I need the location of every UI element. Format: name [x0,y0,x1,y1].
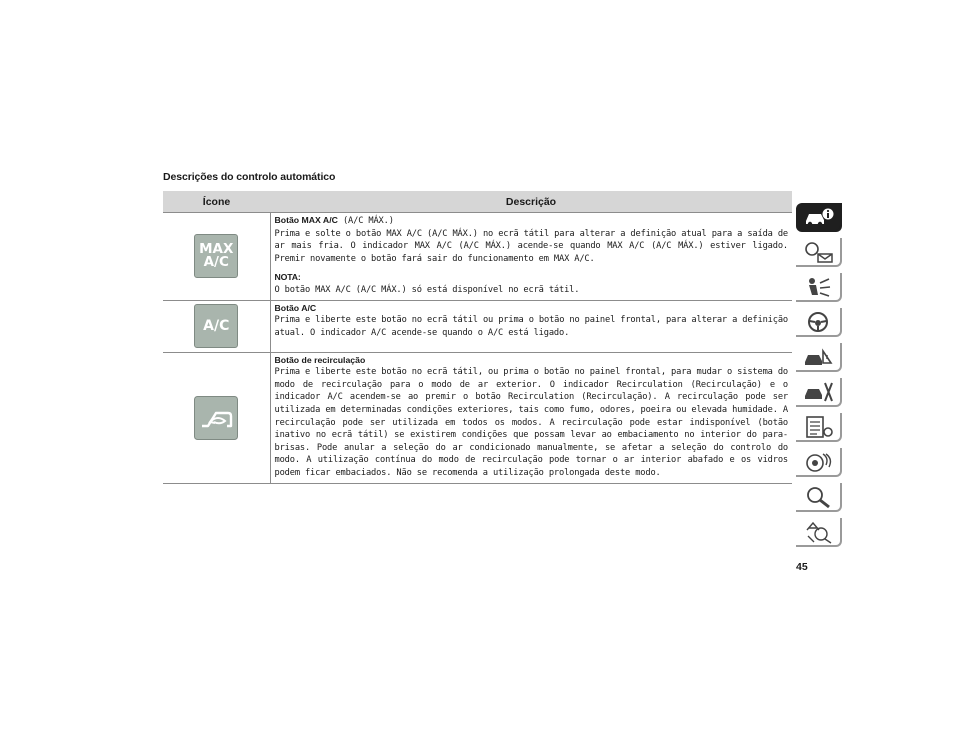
tab-customer-assistance[interactable] [796,483,842,512]
max-ac-icon-line-1: MAX [199,241,234,258]
control-descriptions-table [163,191,792,484]
icon-column-header: Ícone [163,191,270,213]
table-row [163,300,792,352]
icon-cell [163,352,270,483]
max-ac-icon-line-2: A/C [203,254,229,271]
car-info-icon [803,205,835,229]
steering-wheel-icon [803,310,835,334]
checklist-icon [803,415,835,439]
ac-button-icon: A/C [194,304,238,348]
note-label: NOTA: [274,272,301,283]
car-service-tools-icon [803,380,835,404]
control-name-suffix: (A/C MÁX.) [337,216,394,226]
control-description: Prima e liberte este botão no ecrã tátil, ou prima o botão no painel frontal, para mudar o sistema do modo de recirculação para o modo de ar exterior. O indicador Recirculation (Recirculação) e o indicador A/C acendem-se ao premir o botão Recirculation (Recirculação). A recirculação pode ser utilizada em determinadas condições exteriores, tais como fumo, odores, poeira ou elevada humidade. A recirculação pode ser utilizada em todos os modos. A recirculação pode estar indisponível (botão inativo no ecrã tátil) se existirem condições que possam levar ao embaciamento no interior do para-brisas. Pode anular a seleção do ar condicionado manualmente, se afetar a seleção do controlo do modo. A utilização contínua do modo de recirculação pode tornar o ar interior abafado e os vidros podem ficar embaciados. Não se recomenda a utilização prolongada deste modo. [274,367,788,478]
safety-airbag-icon [803,275,835,299]
table-row [163,352,792,483]
page-title: Descrições do controlo automático [163,171,336,183]
tab-emergency[interactable] [796,343,842,372]
icon-cell [163,300,270,352]
max-ac-button-icon [194,234,238,278]
tab-technical-specs[interactable] [796,413,842,442]
tab-warning-lights[interactable] [796,238,842,267]
description-cell [270,300,792,352]
page-number: 45 [796,561,808,573]
icon-cell [163,213,270,301]
language-index-icon [803,520,835,544]
tab-servicing[interactable] [796,378,842,407]
tab-index[interactable] [796,518,842,547]
control-name: Botão MAX A/C [274,215,338,225]
table-row [163,213,792,301]
magnifier-index-icon [803,485,835,509]
tab-starting-operating[interactable] [796,308,842,337]
control-name: Botão de recirculação [274,354,366,365]
multimedia-icon [803,450,835,474]
description-column-header: Descrição [270,191,792,213]
tab-multimedia[interactable] [796,448,842,477]
description-cell [270,213,792,301]
recirculation-button-icon [194,396,238,440]
control-name: Botão A/C [274,302,317,313]
car-crash-icon [803,345,835,369]
tab-getting-to-know-vehicle[interactable] [796,203,842,232]
note-text: O botão MAX A/C (A/C MÁX.) só está disponível no ecrã tátil. [274,284,580,295]
tab-safety[interactable] [796,273,842,302]
control-description: Prima e solte o botão MAX A/C (A/C MÁX.) no ecrã tátil para alterar a definição atual para a saída de ar mais fria. O indicador MAX A/C (A/C MÁX.) acende-se quando MAX A/C (A/C MÁX.) estiver ligado. Premir novamente o botão fará sair do funcionamento em MAX A/C. [274,228,788,264]
description-cell [270,352,792,483]
chapter-tabs [796,203,844,553]
table-header-row [163,191,792,213]
control-description: Prima e liberte este botão no ecrã tátil ou prima o botão no painel frontal, para alterar a definição atual. O indicador A/C acende-se quando o A/C está ligado. [274,315,788,338]
warning-lights-icon [803,240,835,264]
